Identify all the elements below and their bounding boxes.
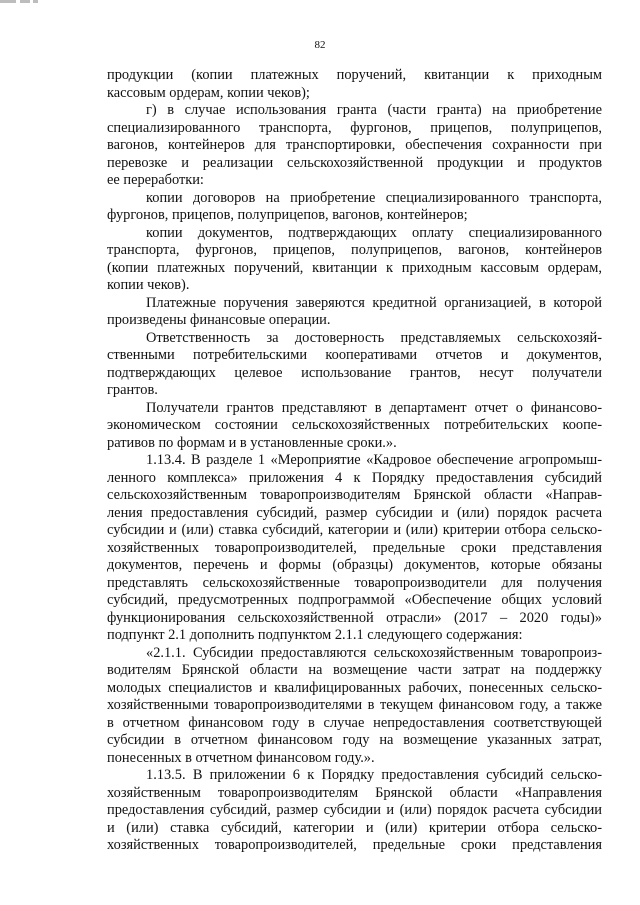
text-line: 1.13.5. В приложении 6 к Порядку предоставления субсидий сельско-	[146, 767, 602, 783]
text-line: экономическом состоянии сельскохозяйственных потребительских коопе-	[107, 417, 602, 433]
text-line: продукции (копии платежных поручений, квитанции к приходным	[107, 67, 602, 83]
text-line: копии документов, подтверждающих оплату специализированного	[146, 225, 602, 241]
text-line: ленного комплекса» приложения 4 к Порядку предоставления субсидий	[107, 470, 602, 486]
text-line: субсидии в отчетном финансовом году на возмещение указанных затрат,	[107, 732, 602, 748]
text-line: хозяйственных товаропроизводителей, предельные сроки представления	[107, 540, 602, 556]
text-line: и (или) ставка субсидий, категории и (или) критерии отбора сельско-	[107, 820, 602, 836]
text-line: субсидии и (или) ставка субсидий, категории и (или) критерии отбора сельско-	[107, 522, 602, 538]
text-line: произведены финансовые операции.	[107, 312, 331, 328]
text-line: в отчетном финансовом году в случае непредоставления соответствующей	[107, 715, 602, 731]
text-line: транспорта, фургонов, прицепов, полуприцепов, вагонов, контейнеров	[107, 242, 602, 258]
text-line: представлять сельскохозяйственные товаропроизводители для получения	[107, 575, 602, 591]
text-line: подпункт 2.1 дополнить подпунктом 2.1.1 следующего содержания:	[107, 627, 523, 643]
text-line: хозяйственным товаропроизводителям Брянской области «Направления	[107, 785, 602, 801]
text-line: ственными потребительскими кооперативами отчетов и документов,	[107, 347, 602, 363]
page-number: 82	[314, 39, 326, 51]
text-line: ее переработки:	[107, 172, 204, 188]
text-line: 1.13.4. В разделе 1 «Мероприятие «Кадровое обеспечение агропромыш-	[146, 452, 602, 468]
text-line: «2.1.1. Субсидии предоставляются сельскохозяйственным товаропроиз-	[146, 645, 602, 661]
text-line: документов, перечень и формы (образцы) документов, которые обязаны	[107, 557, 602, 573]
text-line: функционирования сельскохозяйственной отрасли» (2017 – 2020 годы)»	[107, 610, 602, 626]
text-line: г) в случае использования гранта (части гранта) на приобретение	[146, 102, 602, 118]
text-line: хозяйственных товаропроизводителей, предельные сроки представления	[107, 837, 602, 853]
text-line: копии чеков).	[107, 277, 190, 293]
text-line: сельскохозяйственным товаропроизводителям Брянской области «Направ-	[107, 487, 602, 503]
text-line: предоставления субсидий, размер субсидии и (или) порядок расчета субсидии	[107, 802, 602, 818]
text-line: копии договоров на приобретение специализированного транспорта,	[146, 190, 602, 206]
text-line: специализированного транспорта, фургонов, прицепов, полуприцепов,	[107, 120, 602, 136]
text-line: подтверждающих целевое использование грантов, несут получатели	[107, 365, 602, 381]
text-line: фургонов, прицепов, полуприцепов, вагонов, контейнеров;	[107, 207, 468, 223]
text-line: Ответственность за достоверность представляемых сельскохозяй-	[146, 330, 602, 346]
text-line: хозяйственными товаропроизводителями в текущем финансовом году, а также	[107, 697, 602, 713]
text-line: вагонов, контейнеров для транспортировки, обеспечения сохранности при	[107, 137, 602, 153]
text-line: ративов по формам и в установленные сроки.».	[107, 435, 397, 451]
text-line: водителям Брянской области на возмещение части затрат на поддержку	[107, 662, 602, 678]
text-line: ления предоставления субсидий, размер субсидии и (или) порядок расчета	[107, 505, 602, 521]
scan-edge-marks	[0, 0, 38, 4]
text-line: кассовым ордерам, копии чеков);	[107, 85, 310, 101]
text-line: молодых специалистов и квалифицированных рабочих, понесенных сельско-	[107, 680, 602, 696]
text-line: субсидий, предусмотренных подпрограммой «Обеспечение общих условий	[107, 592, 602, 608]
text-line: перевозке и реализации сельскохозяйственной продукции и продуктов	[107, 155, 602, 171]
text-line: Получатели грантов представляют в департамент отчет о финансово-	[146, 400, 602, 416]
text-line: (копии платежных поручений, квитанции к приходным кассовым ордерам,	[107, 260, 602, 276]
text-line: грантов.	[107, 382, 158, 398]
text-line: Платежные поручения заверяются кредитной организацией, в которой	[146, 295, 602, 311]
text-line: понесенных в отчетном финансовом году.».	[107, 750, 375, 766]
